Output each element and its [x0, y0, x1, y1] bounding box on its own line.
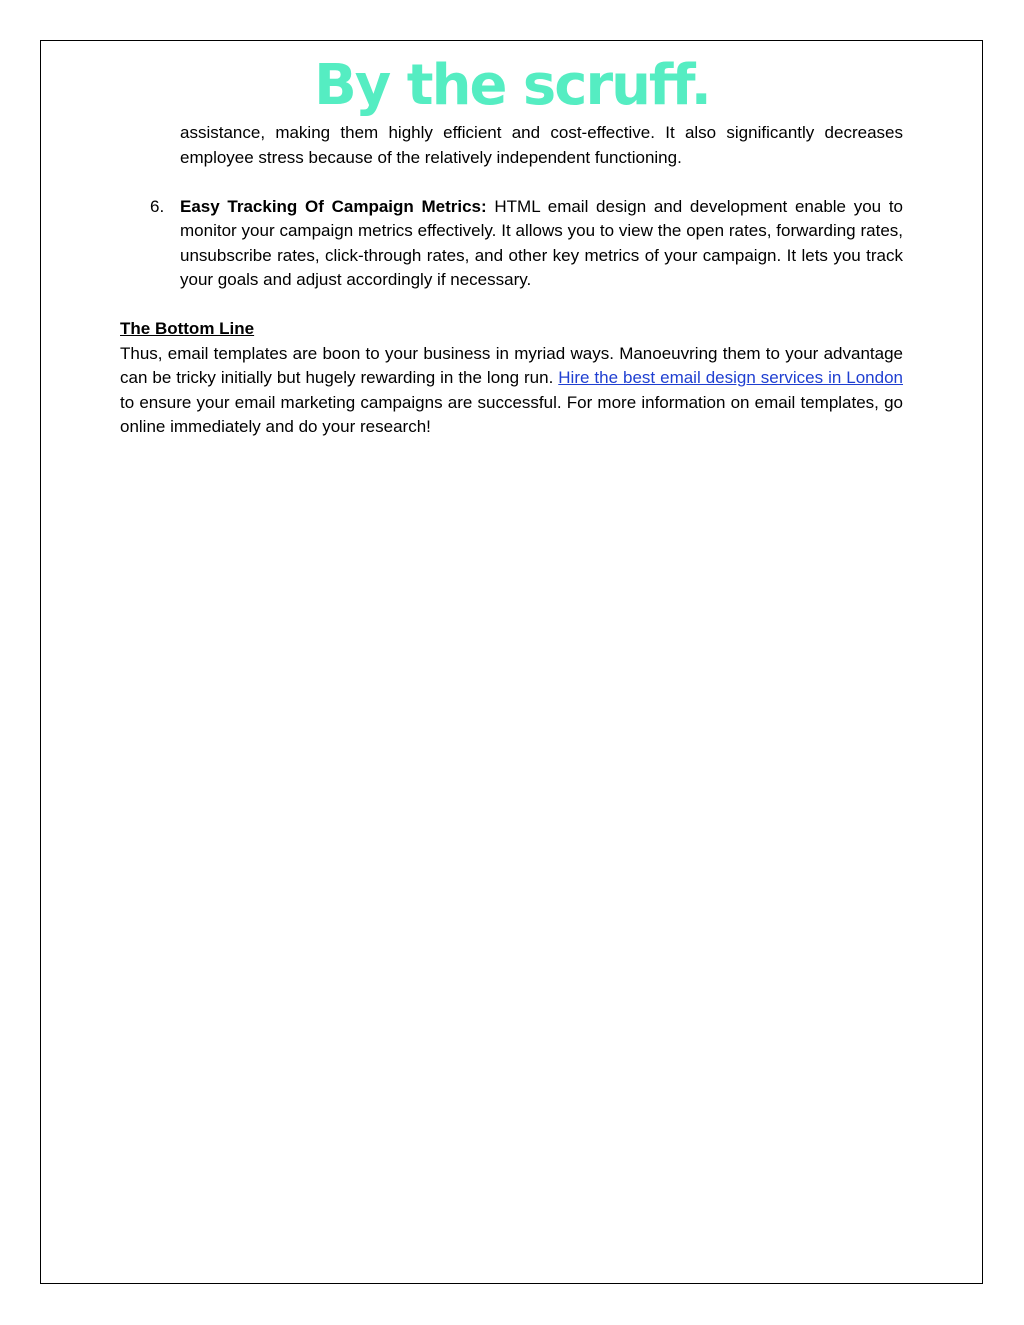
- list-item-body: HTML email design and development enable you to monitor your campaign metrics effectively. It allows you to view the open rates, forwarding rates, unsubscribe rates, click-through rates, and other key metrics of your campaign. It lets you track your goals and adjust accordingly if necessary.: [180, 196, 904, 289]
- email-design-services-link[interactable]: Hire the best email design services in London: [558, 368, 903, 387]
- paragraph-text-after-link: to ensure your email marketing campaigns are successful. For more information on email templates, go online immediately and do your research!: [120, 392, 903, 436]
- list-number: 6.: [150, 196, 165, 216]
- document-body: [120, 121, 903, 440]
- list-item-text: [180, 195, 903, 293]
- conclusion-paragraph: [120, 342, 903, 440]
- list-item-title: Easy Tracking Of Campaign Metrics:: [180, 196, 487, 216]
- paragraph-text-before-link: Thus, email templates are boon to your business in myriad ways. Manoeuvring them to your advantage can be tricky initially but hugely rewarding in the long run.: [120, 343, 903, 387]
- list-item: [150, 195, 904, 293]
- section-heading: The Bottom Line: [120, 319, 255, 338]
- continued-list-text: assistance, making them highly efficient and cost-effective. It also significantly decreases employee stress because of the relatively independent functioning.: [180, 123, 903, 167]
- brand-logo: By the scruff.: [314, 53, 710, 118]
